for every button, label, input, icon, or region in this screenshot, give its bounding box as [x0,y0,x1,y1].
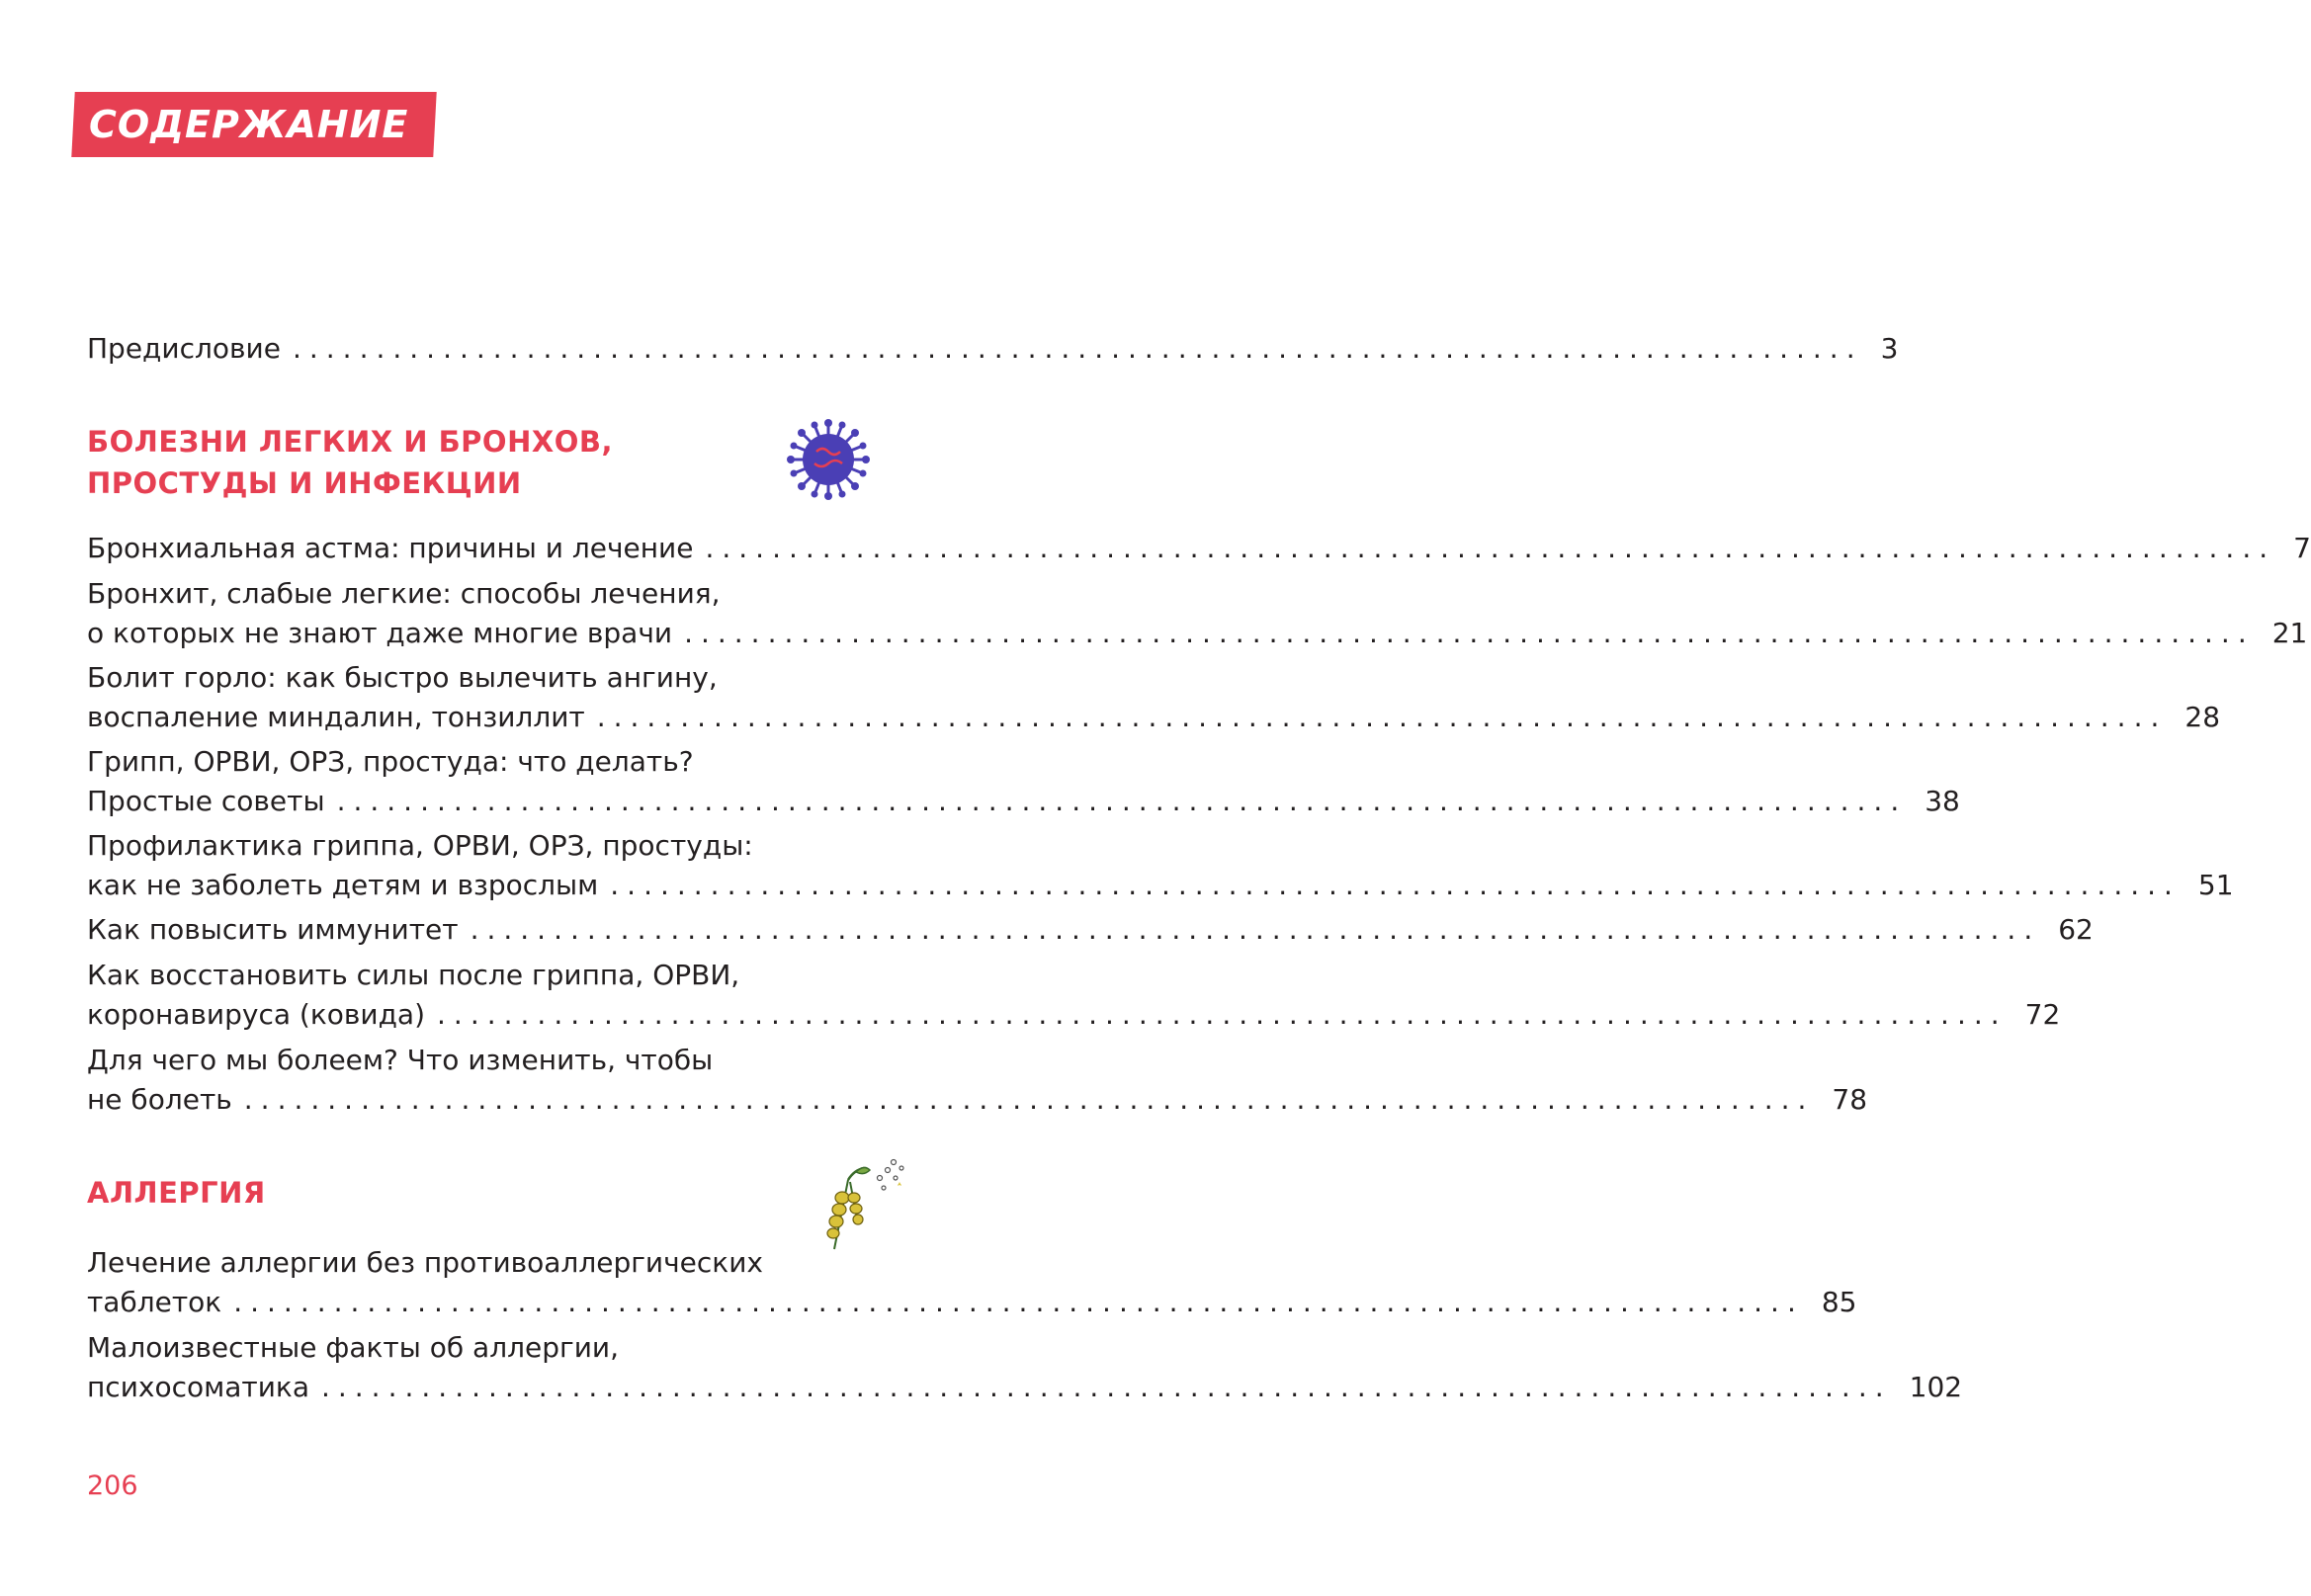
toc-entry-title: не болеть [87,1083,232,1116]
toc-entry-page: 38 [1925,785,1960,817]
page-number: 206 [87,1470,138,1501]
toc-entry[interactable] [87,529,2311,568]
toc-entry-title: Для чего мы болеем? Что изменить, чтобы [87,1044,714,1076]
toc-entry-preface[interactable] [87,329,1899,369]
dot-leader: .............................................................................................. [684,617,2255,649]
toc-entry-title: Простые советы [87,785,325,817]
dot-leader: .............................................................................................. [243,1083,1815,1116]
toc-entry-page: 72 [2024,998,2061,1031]
toc-entry-page: 3 [1880,332,1899,365]
section-heading-line: ПРОСТУДЫ И ИНФЕКЦИИ [87,466,522,500]
toc-entry-title: как не заболеть детям и взрослым [87,869,599,901]
toc-entry-page: 21 [2271,617,2308,649]
toc-entry-title: Болит горло: как быстро вылечить ангину, [87,661,718,694]
toc-entry-page: 62 [2058,913,2094,946]
dot-leader: .............................................................................................. [336,785,1908,817]
toc-entry-title: о которых не знают даже многие врачи [87,617,673,649]
toc-entry-title: Бронхиальная астма: причины и лечение [87,532,694,564]
toc-entry[interactable] [87,1041,1868,1120]
section-heading-lungs [87,421,613,504]
toc-entry-title: психосоматика [87,1371,309,1403]
toc-entry-title: Предисловие [87,332,281,365]
toc-entry-title: Лечение аллергии без противоаллергических [87,1246,763,1279]
dot-leader: .............................................................................................. [470,913,2041,946]
toc-entry-page: 102 [1909,1371,1963,1403]
toc-entry-page: 28 [2184,701,2221,733]
toc-entry[interactable] [87,956,2061,1035]
catkin-icon [818,1158,909,1257]
dot-leader: .............................................................................................. [437,998,2008,1031]
toc-entry-title: Профилактика гриппа, ОРВИ, ОРЗ, простуды: [87,829,753,862]
dot-leader: .............................................................................................. [292,332,1863,365]
toc-entry-title: таблеток [87,1286,222,1318]
toc-entry[interactable] [87,1243,1857,1322]
dot-leader: .............................................................................................. [610,869,2181,901]
toc-entry-title: Как восстановить силы после гриппа, ОРВИ, [87,959,740,991]
toc-entry-title: Малоизвестные факты об аллергии, [87,1331,619,1364]
toc-entry[interactable] [87,826,2234,905]
toc-entry-page: 78 [1832,1083,1868,1116]
toc-entry[interactable] [87,1328,1963,1407]
dot-leader: .............................................................................................. [320,1371,1892,1403]
virus-icon [787,420,870,499]
dot-leader: .............................................................................................. [233,1286,1804,1318]
toc-entry-page: 7 [2293,532,2311,564]
toc-entry-title: коронавируса (ковида) [87,998,426,1031]
dot-leader: .............................................................................................. [596,701,2168,733]
toc-entry[interactable] [87,574,2308,653]
page-title: СОДЕРЖАНИЕ [89,103,409,146]
dot-leader: .............................................................................................. [705,532,2276,564]
toc-entry[interactable] [87,658,2221,737]
toc-entry[interactable] [87,910,2094,950]
toc-entry-title: Бронхит, слабые легкие: способы лечения, [87,577,721,610]
toc-entry-page: 51 [2197,869,2234,901]
toc-entry-title: Грипп, ОРВИ, ОРЗ, простуда: что делать? [87,745,694,778]
toc-entry-page: 85 [1821,1286,1857,1318]
toc-entry-title: Как повысить иммунитет [87,913,459,946]
toc-entry-title: воспаление миндалин, тонзиллит [87,701,585,733]
section-heading-allergy [87,1172,266,1214]
section-heading-line: БОЛЕЗНИ ЛЕГКИХ И БРОНХОВ, [87,425,613,459]
toc-entry[interactable] [87,742,1960,821]
section-heading-line: АЛЛЕРГИЯ [87,1176,266,1210]
